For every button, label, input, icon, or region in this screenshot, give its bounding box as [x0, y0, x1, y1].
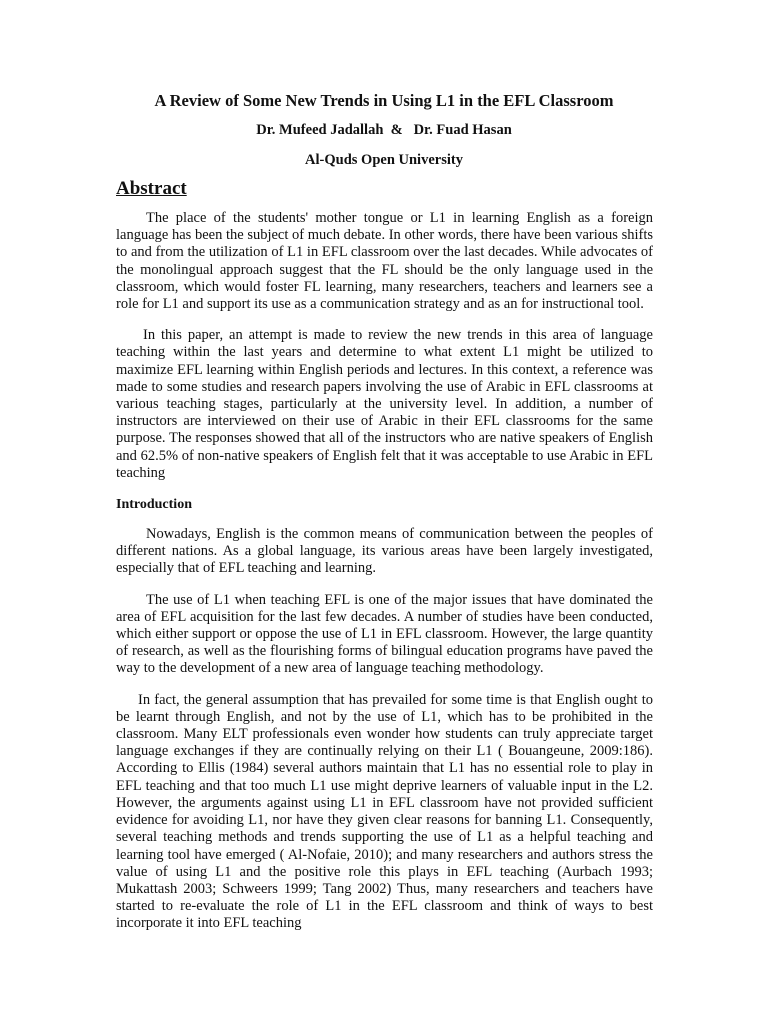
paper-title: A Review of Some New Trends in Using L1 in the EFL Classroom: [154, 91, 614, 110]
paper-authors: Dr. Mufeed Jadallah & Dr. Fuad Hasan: [256, 122, 512, 138]
abstract-paragraph: In this paper, an attempt is made to review the new trends in this area of language teaching within the last years and determine to what extent L1 might be utilized to maximize EFL learning within English periods and lectures. In this context, a reference was made to some studies and research papers involving the use of Arabic in EFL classrooms at various teaching stages, particularly at the university level. In addition, a number of instructors are interviewed on their use of Arabic in their EFL classrooms for the same purpose. The responses showed that all of the instructors who are native speakers of English and 62.5% of non-native speakers of English felt that it was acceptable to use Arabic in EFL teaching: [116, 327, 653, 481]
abstract-paragraph: The place of the students' mother tongue or L1 in learning English as a foreign language has been the subject of much debate. In other words, there have been various shifts to and from the utilization of L1 in EFL classroom over the last decades. While advocates of the monolingual approach suggest that the FL should be the only language used in the classroom, which would foster FL learning, many researchers, teachers and learners see a role for L1 and support its use as a communication strategy and as an for instructional tool.: [116, 210, 653, 313]
introduction-heading: Introduction: [116, 497, 192, 513]
introduction-paragraph: Nowadays, English is the common means of communication between the peoples of different nations. As a global language, its various areas have been largely investigated, especially that of EFL teaching and learning.: [116, 526, 653, 577]
introduction-paragraph: In fact, the general assumption that has prevailed for some time is that English ought to be learnt through English, and not by the use of L1, which has to be prohibited in the classroom. Many ELT professionals even wonder how students can truly appreciate target language exchanges if they are continually relying on their L1 ( Bouangeune, 2009:186). According to Ellis (1984) several authors maintain that L1 has no essential role to play in EFL teaching and that too much L1 use might deprive learners of valuable input in the L2. However, the arguments against using L1 in EFL classroom have not provided sufficient evidence for avoiding L1, nor have they given clear reasons for banning L1. Consequently, several teaching methods and trends supporting the use of L1 as a helpful teaching and learning tool have emerged ( Al-Nofaie, 2010); and many researchers and authors stress the value of using L1 and the positive role this plays in EFL teaching (Aurbach 1993; Mukattash 2003; Schweers 1999; Tang 2002) Thus, many researchers and teachers have started to re-evaluate the role of L1 in the EFL classroom and think of ways to best incorporate it into EFL teaching: [116, 691, 653, 932]
paper-body: [116, 210, 653, 947]
introduction-paragraph: The use of L1 when teaching EFL is one of the major issues that have dominated the area of EFL acquisition for the last few decades. A number of studies have been conducted, which either support or oppose the use of L1 in EFL classroom. However, the large quantity of research, as well as the flourishing forms of bilingual education programs have paved the way to the development of a new area of language teaching methodology.: [116, 591, 653, 677]
paper-affiliation: Al-Quds Open University: [305, 152, 463, 168]
abstract-heading: Abstract: [116, 178, 187, 199]
